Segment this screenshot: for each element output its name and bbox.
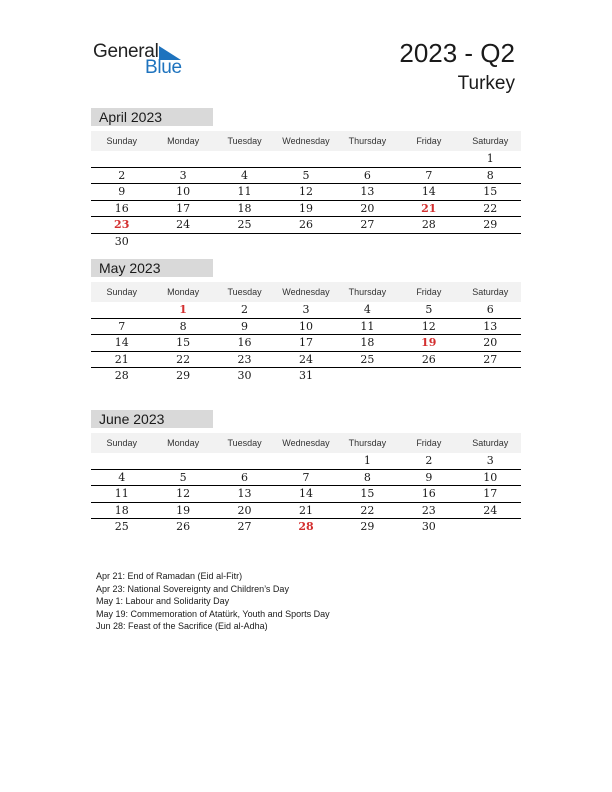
day-cell: 4 bbox=[241, 168, 249, 182]
day-cell: 8 bbox=[363, 470, 371, 484]
month-title: June 2023 bbox=[91, 410, 213, 428]
day-cell: 2 bbox=[425, 454, 433, 467]
day-cell: 28 bbox=[114, 369, 129, 382]
month-april bbox=[91, 108, 521, 250]
week-row bbox=[91, 201, 521, 218]
weekday-label: Wednesday bbox=[282, 136, 330, 146]
day-cell bbox=[152, 453, 213, 469]
day-cell: 14 bbox=[298, 487, 313, 500]
day-cell: 15 bbox=[176, 336, 191, 349]
day-cell: 14 bbox=[114, 336, 129, 349]
day-cell: 29 bbox=[360, 520, 375, 533]
day-cell: 7 bbox=[118, 319, 126, 333]
weekday-label: Saturday bbox=[472, 287, 509, 297]
day-cell bbox=[398, 234, 459, 251]
weekday-label: Thursday bbox=[348, 136, 387, 146]
day-cell: 10 bbox=[298, 319, 313, 333]
day-cell: 8 bbox=[486, 168, 494, 182]
day-cell: 8 bbox=[179, 319, 187, 333]
month-may bbox=[91, 259, 521, 385]
weekday-label: Monday bbox=[167, 438, 200, 448]
day-cell bbox=[152, 151, 213, 167]
day-cell bbox=[460, 234, 521, 251]
day-cell bbox=[460, 368, 521, 385]
month-june bbox=[91, 410, 521, 536]
day-cell: 30 bbox=[421, 520, 436, 533]
day-cell: 21 bbox=[298, 503, 313, 517]
day-cell: 7 bbox=[425, 168, 433, 182]
day-cell bbox=[275, 151, 336, 167]
holiday-notes bbox=[96, 570, 330, 633]
day-cell: 9 bbox=[425, 470, 433, 484]
weekday-label: Monday bbox=[167, 287, 200, 297]
day-cell: 1 bbox=[363, 454, 371, 467]
day-cell: 19 bbox=[298, 201, 313, 215]
week-row bbox=[91, 486, 521, 503]
day-cell: 17 bbox=[483, 487, 498, 500]
week-row bbox=[91, 217, 521, 234]
day-cell: 24 bbox=[483, 503, 498, 517]
day-cell bbox=[337, 151, 398, 167]
weekday-label: Friday bbox=[416, 438, 442, 448]
country-label: Turkey bbox=[457, 73, 515, 94]
logo-text-blue: Blue bbox=[145, 57, 182, 78]
day-cell: 2 bbox=[118, 168, 126, 182]
day-cell: 27 bbox=[360, 218, 375, 231]
holiday-day-cell: 19 bbox=[421, 336, 437, 349]
holiday-day-cell: 1 bbox=[179, 303, 187, 316]
generalblue-logo bbox=[93, 41, 193, 81]
day-cell: 13 bbox=[237, 487, 252, 500]
day-cell: 26 bbox=[421, 352, 436, 366]
weekday-label: Monday bbox=[167, 136, 200, 146]
day-cell: 20 bbox=[483, 336, 498, 349]
day-cell: 25 bbox=[237, 218, 252, 231]
week-row bbox=[91, 168, 521, 185]
holiday-note: Apr 23: National Sovereignty and Children’s Day bbox=[96, 583, 289, 594]
day-cell: 18 bbox=[114, 503, 129, 517]
day-cell: 26 bbox=[176, 520, 191, 533]
day-cell: 23 bbox=[421, 503, 436, 517]
day-cell: 15 bbox=[360, 487, 375, 500]
day-cell: 20 bbox=[360, 201, 375, 215]
day-cell: 1 bbox=[486, 152, 494, 165]
weekday-label: Thursday bbox=[348, 438, 387, 448]
day-cell bbox=[214, 151, 275, 167]
week-row bbox=[91, 453, 521, 470]
day-cell: 12 bbox=[298, 185, 313, 198]
day-cell: 13 bbox=[360, 185, 375, 198]
weekday-label: Saturday bbox=[472, 136, 509, 146]
week-row bbox=[91, 151, 521, 168]
day-cell: 23 bbox=[237, 352, 252, 366]
day-cell bbox=[214, 453, 275, 469]
weekday-label: Tuesday bbox=[227, 287, 262, 297]
weekday-label: Friday bbox=[416, 136, 442, 146]
week-row bbox=[91, 184, 521, 201]
week-row bbox=[91, 319, 521, 336]
day-cell: 11 bbox=[237, 185, 252, 198]
day-cell: 18 bbox=[360, 336, 375, 349]
day-cell: 22 bbox=[483, 201, 498, 215]
week-row bbox=[91, 335, 521, 352]
weekday-header-row bbox=[91, 131, 521, 151]
day-cell: 31 bbox=[298, 369, 313, 382]
day-cell: 11 bbox=[114, 487, 129, 500]
day-cell: 12 bbox=[421, 319, 436, 333]
day-cell bbox=[275, 234, 336, 251]
holiday-note: Apr 21: End of Ramadan (Eid al-Fitr) bbox=[96, 571, 243, 581]
holiday-note: Jun 28: Feast of the Sacrifice (Eid al-Adha) bbox=[96, 621, 268, 631]
day-cell: 3 bbox=[486, 454, 494, 467]
day-cell: 12 bbox=[176, 487, 191, 500]
weekday-label: Friday bbox=[416, 287, 442, 297]
holiday-note: May 19: Commemoration of Atatürk, Youth and Sports Day bbox=[96, 608, 330, 619]
day-cell: 19 bbox=[176, 503, 191, 517]
day-cell: 5 bbox=[425, 303, 433, 316]
weekday-label: Saturday bbox=[472, 438, 509, 448]
day-cell: 17 bbox=[298, 336, 313, 349]
day-cell: 21 bbox=[114, 352, 129, 366]
week-row bbox=[91, 352, 521, 369]
weekday-label: Wednesday bbox=[282, 438, 330, 448]
day-cell: 30 bbox=[237, 369, 252, 382]
day-cell: 29 bbox=[176, 369, 191, 382]
month-title: April 2023 bbox=[91, 108, 213, 126]
day-cell: 26 bbox=[298, 218, 313, 231]
holiday-day-cell: 28 bbox=[298, 520, 314, 533]
week-row bbox=[91, 503, 521, 520]
day-cell: 25 bbox=[114, 520, 129, 533]
day-cell bbox=[398, 368, 459, 385]
weekday-label: Wednesday bbox=[282, 287, 330, 297]
week-row bbox=[91, 302, 521, 319]
day-cell: 9 bbox=[118, 185, 126, 198]
day-cell: 5 bbox=[302, 168, 310, 182]
day-cell: 24 bbox=[298, 352, 313, 366]
holiday-day-cell: 21 bbox=[421, 201, 437, 215]
day-cell: 9 bbox=[241, 319, 249, 333]
day-cell: 17 bbox=[176, 201, 191, 215]
weekday-label: Sunday bbox=[106, 287, 137, 297]
day-cell: 18 bbox=[237, 201, 252, 215]
weekday-label: Thursday bbox=[348, 287, 387, 297]
day-cell: 24 bbox=[176, 218, 191, 231]
day-cell bbox=[91, 453, 152, 469]
day-cell bbox=[337, 234, 398, 251]
day-cell: 27 bbox=[483, 352, 498, 366]
day-cell: 15 bbox=[483, 185, 498, 198]
day-cell: 3 bbox=[179, 168, 187, 182]
week-row bbox=[91, 519, 521, 536]
day-cell bbox=[460, 519, 521, 536]
day-cell: 6 bbox=[486, 303, 494, 316]
day-cell bbox=[398, 151, 459, 167]
day-cell: 13 bbox=[483, 319, 498, 333]
day-cell: 10 bbox=[483, 470, 498, 484]
day-cell: 16 bbox=[421, 487, 436, 500]
week-row bbox=[91, 234, 521, 251]
day-cell: 25 bbox=[360, 352, 375, 366]
day-cell: 28 bbox=[421, 218, 436, 231]
weekday-header-row bbox=[91, 433, 521, 453]
day-cell bbox=[91, 302, 152, 318]
day-cell bbox=[337, 368, 398, 385]
weekday-header-row bbox=[91, 282, 521, 302]
weekday-label: Tuesday bbox=[227, 136, 262, 146]
day-cell: 27 bbox=[237, 520, 252, 533]
week-row bbox=[91, 368, 521, 385]
week-row bbox=[91, 470, 521, 487]
weekday-label: Sunday bbox=[106, 438, 137, 448]
day-cell: 4 bbox=[363, 303, 371, 316]
day-cell: 22 bbox=[360, 503, 375, 517]
logo-text-general: General bbox=[93, 41, 159, 62]
day-cell bbox=[152, 234, 213, 251]
day-cell: 11 bbox=[360, 319, 375, 333]
weekday-label: Tuesday bbox=[227, 438, 262, 448]
day-cell: 6 bbox=[363, 168, 371, 182]
holiday-note: May 1: Labour and Solidarity Day bbox=[96, 596, 230, 606]
day-cell: 22 bbox=[176, 352, 191, 366]
day-cell: 6 bbox=[241, 470, 249, 484]
day-cell: 10 bbox=[176, 185, 191, 198]
day-cell: 20 bbox=[237, 503, 252, 517]
day-cell: 29 bbox=[483, 218, 498, 231]
day-cell: 4 bbox=[118, 470, 126, 484]
day-cell: 16 bbox=[237, 336, 252, 349]
day-cell: 5 bbox=[179, 470, 187, 484]
page-title: 2023 - Q2 bbox=[399, 38, 515, 68]
day-cell: 7 bbox=[302, 470, 310, 484]
holiday-day-cell: 23 bbox=[114, 218, 130, 231]
day-cell: 3 bbox=[302, 303, 310, 316]
day-cell bbox=[91, 151, 152, 167]
day-cell: 16 bbox=[114, 201, 129, 215]
day-cell: 30 bbox=[114, 234, 129, 248]
day-cell bbox=[214, 234, 275, 251]
month-title: May 2023 bbox=[91, 259, 213, 277]
day-cell: 2 bbox=[241, 303, 249, 316]
weekday-label: Sunday bbox=[106, 136, 137, 146]
day-cell: 14 bbox=[421, 185, 436, 198]
day-cell bbox=[275, 453, 336, 469]
